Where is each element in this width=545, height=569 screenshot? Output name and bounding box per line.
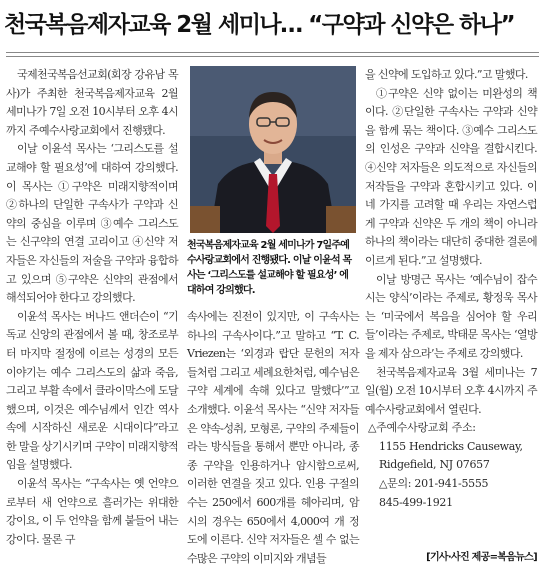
article-column-1 <box>6 66 178 566</box>
paragraph: 이날 이윤석 목사는 ‘그리스도를 설교해야 할 필요성’에 대하여 강의했다. 이 목사는 ①구약은 미래지향적이며 ②하나의 단일한 구속사가 구약과 신약의 중심을 이루며 ③예수 그리스도는 신구약의 연결 고리이고 ④신약 저자들은 자신들의 저술을 구약과 융합하고 있으며 ⑤구약은 신약의 관점에서 해석되어야 한다고 강의했다. <box>6 142 179 305</box>
address-line: Ridgefield, NJ 07657 <box>379 458 490 472</box>
address-line: △주예수사랑교회 주소: <box>368 421 476 435</box>
paragraph: 을 신약에 도입하고 있다.”고 말했다. <box>365 68 528 81</box>
paragraph: 속사에는 진전이 있지만, 이 구속사는 하나의 구속사이다.”고 말하고 “T. C. Vriezen는 ‘외경과 랍단 문헌의 저자들처럼 그리고 세례요한처럼, 예수님은 구약 세계에 속해 있다고 말했다’”고 소개했다. 이윤석 목사는 “신약 저자들은 약속-성취, 모형론, 구약의 주제들이라는 방식들을 통해서 뿐만 아니라, 종종 구약을 인용하거나 암시함으로써, 이러한 연결을 짓고 있다. 인용 구절의 수는 250에서 600개를 헤아리며, 암시의 경우는 650에서 4,000여 개 정도에 이른다. 신약 저자들은 셀 수 없는 수많은 구약의 이미지와 개념들 <box>187 310 360 565</box>
paragraph: 국제천국복음선교회(회장 강유남 목사)가 주최한 천국복음제자교육 2월 세미나가 7일 오전 10시부터 오후 4시까지 주예수사랑교회에서 진행됐다. <box>6 68 178 137</box>
top-rule <box>6 52 539 53</box>
address-line: 1155 Hendricks Causeway, <box>379 439 523 453</box>
paragraph: 이윤석 목사는 버나드 앤더슨이 “기독교 신앙의 관점에서 볼 때, 창조로부터 마지막 절정에 이르는 성경의 모든 이야기는 예수 그리스도의 삶과 죽음, 그리고 부활 속에서 클라이막스에 도달했으며, 이것은 예수님께서 인간 역사 속에 시작하신 새로운 시대이다”라고 한 말을 상기시키며 구약이 미래지향적임을 설명했다. <box>6 309 179 472</box>
paragraph: 이윤석 목사는 “구속사는 옛 언약으로부터 새 언약으로 흘러가는 위대한 강이요, 이 두 언약을 함께 붙들어 내는 강이다. 물론 구 <box>6 477 178 546</box>
top-rule-2 <box>6 56 539 57</box>
paragraph: ①구약은 신약 없이는 미완성의 책이다. ②단일한 구속사는 구약과 신약을 함께 묶는 책이다. ③예수 그리스도의 인성은 구약과 신약을 결합시킨다. ④신약 저자들은 의도적으로 자신들의 저작들을 구약과 혼합시키고 있다. 이 네 가지를 고려할 때 우리는 자연스럽게 구약과 신약은 두 개의 책이 아니라 하나의 책이라는 대단히 중대한 결론에 이르게 된다.”고 설명했다. <box>365 86 538 267</box>
source-credit: [기사·사진 제공=복음뉴스] <box>426 552 537 563</box>
article-column-2 <box>187 308 359 566</box>
photo-caption: 천국복음제자교육 2월 세미나가 7일주예수사랑교회에서 진행됐다. 이날 이윤석 목사는 ‘그리스도를 설교해야 할 필요성’ 에 대하여 강의했다. <box>187 240 352 296</box>
address-line: △문의: 201-941-5555 <box>379 477 489 491</box>
headline: 천국복음제자교육 2월 세미나… “구약과 신약은 하나” <box>4 12 515 38</box>
article-column-3 <box>365 66 537 566</box>
speaker-photo <box>190 66 356 233</box>
paragraph: 이날 방명근 목사는 ‘예수님이 잡수시는 양식’이라는 주제로, 황정욱 목사는 ‘미국에서 복음을 심어야 할 우리들’이라는 주제로, 박태문 목사는 ‘열방을 제자 삼으라’는 주제로 강의했다. <box>365 272 537 360</box>
paragraph: 천국복음제자교육 3월 세미나는 7일(월) 오전 10시부터 오후 4시까지 주예수사랑교회에서 열린다. <box>365 365 537 416</box>
address-line: 845-499-1921 <box>379 495 453 509</box>
